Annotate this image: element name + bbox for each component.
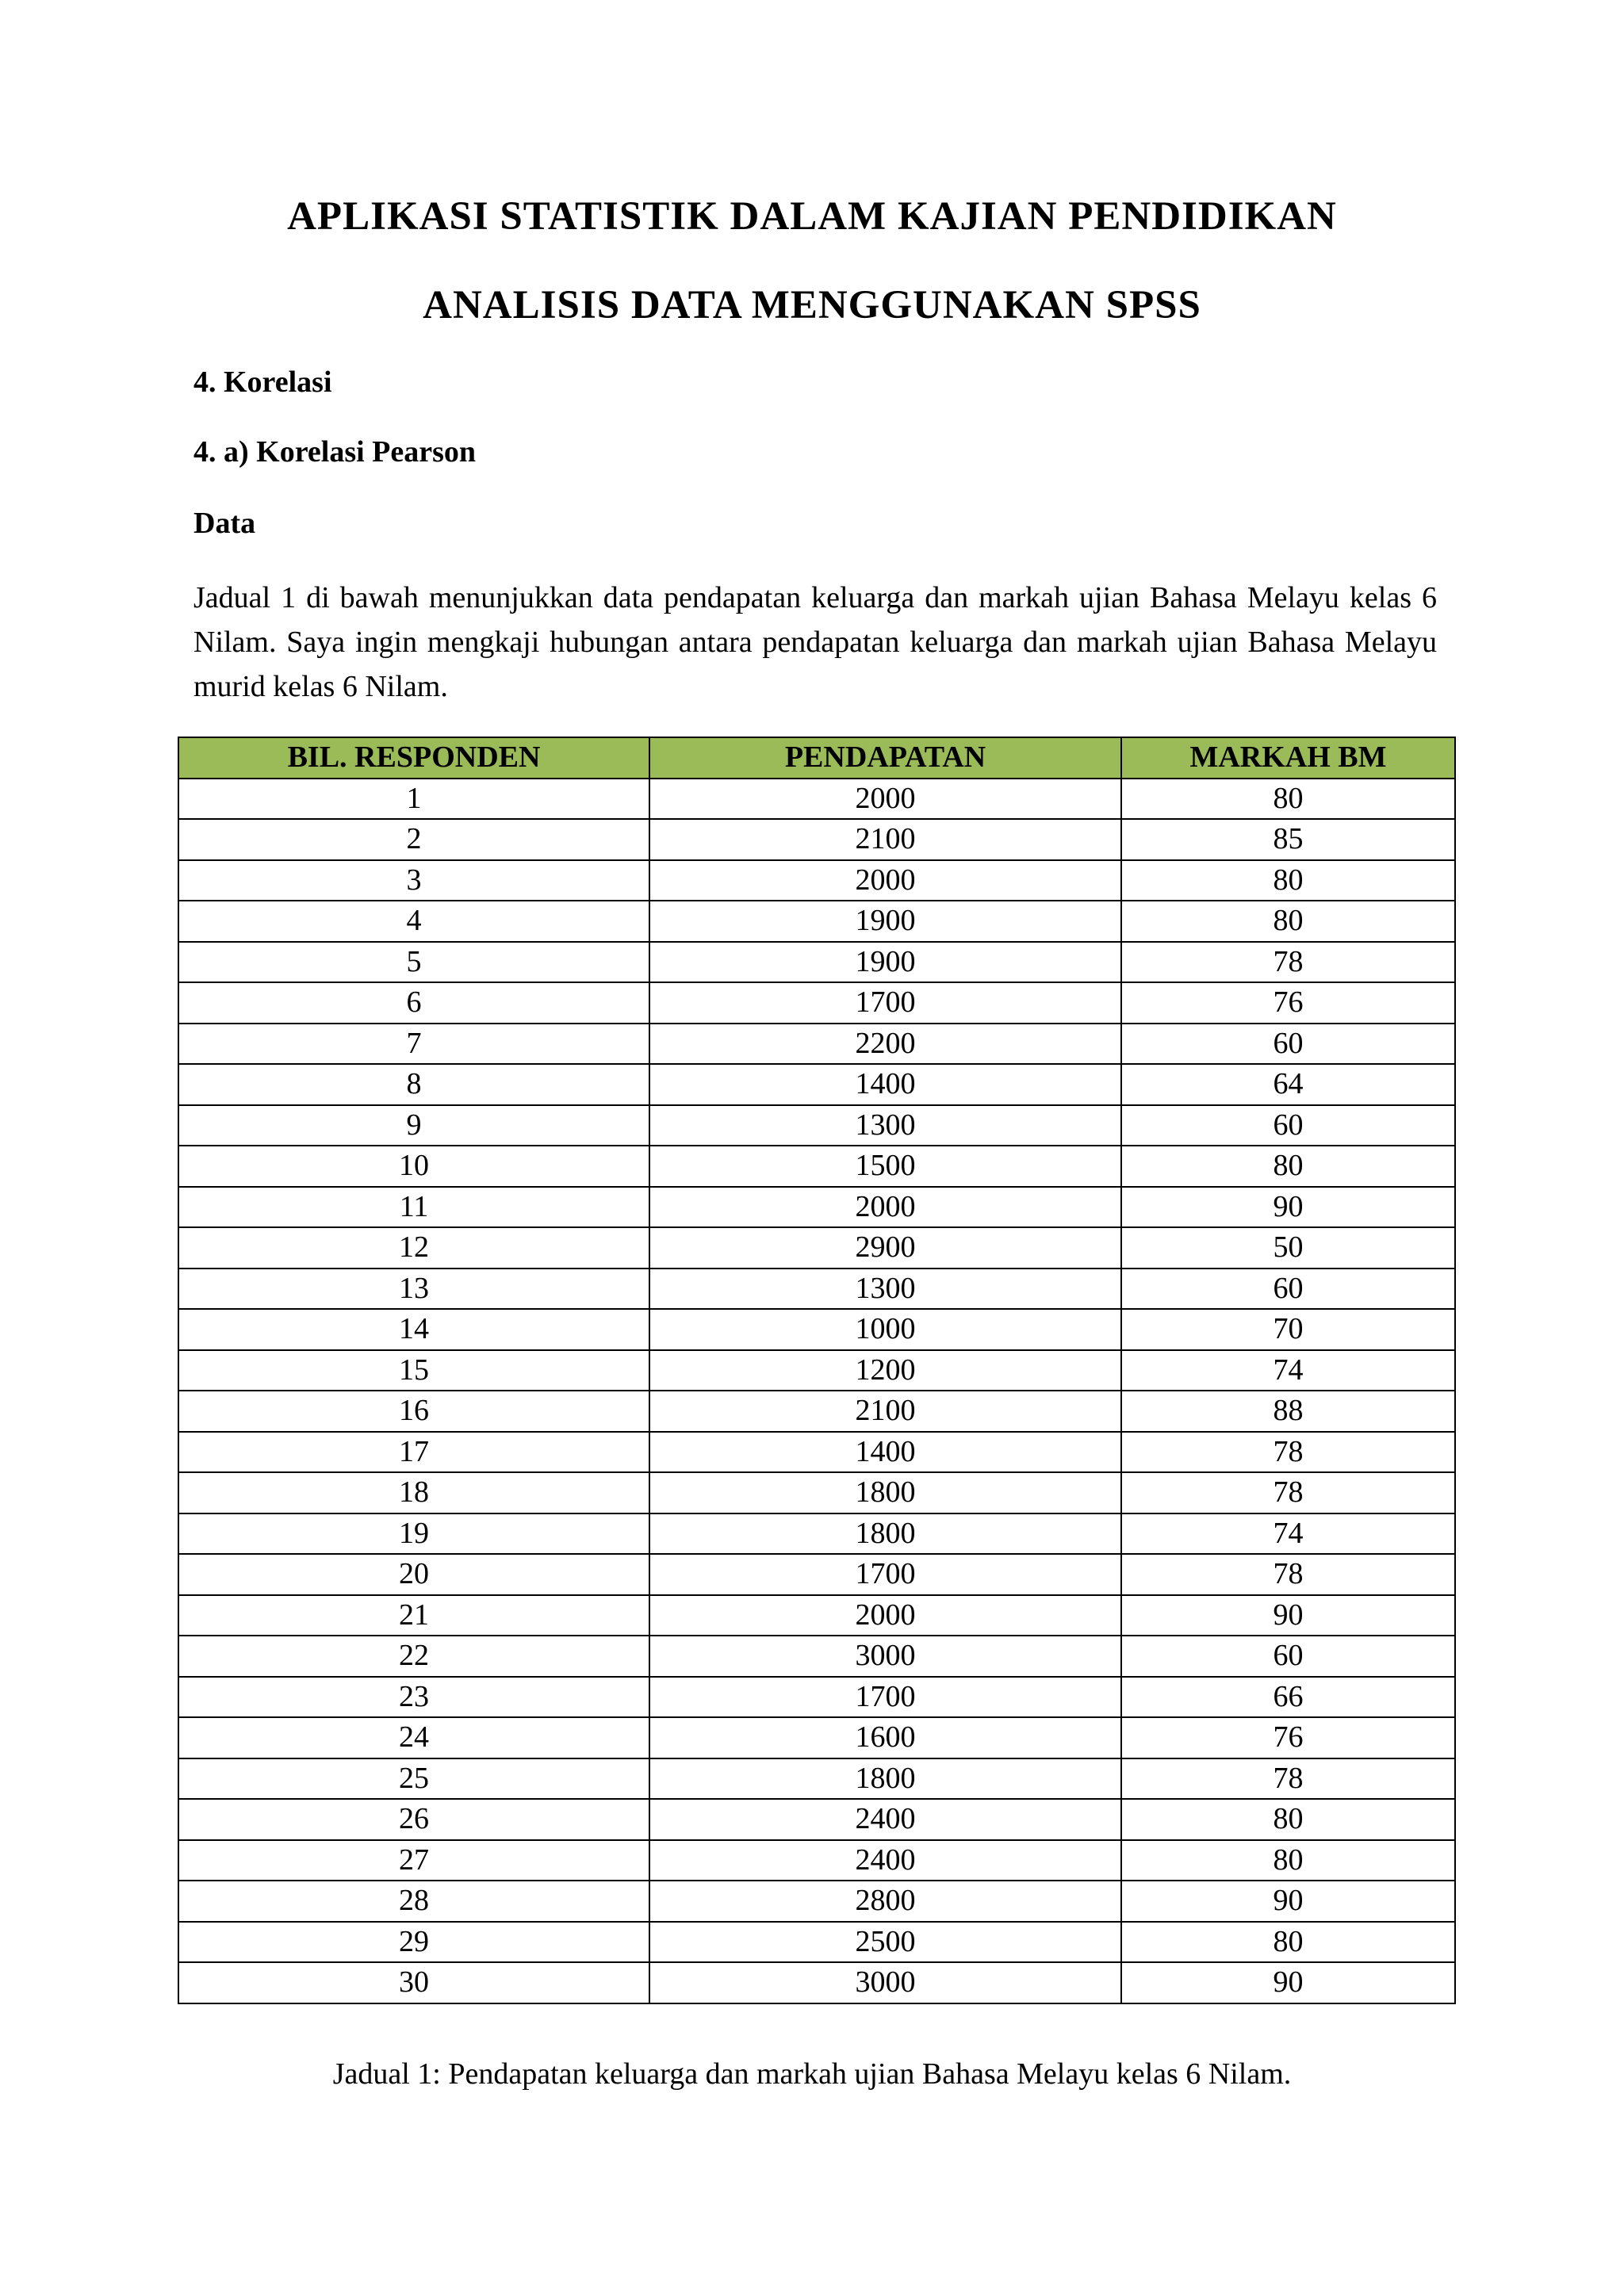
cell-markah: 80 [1121,1922,1455,1963]
table-row [178,1840,1455,1881]
cell-markah: 76 [1121,1717,1455,1758]
cell-markah: 66 [1121,1677,1455,1718]
page-title: APLIKASI STATISTIK DALAM KAJIAN PENDIDIKAN [287,194,1337,239]
table-row [178,1513,1455,1555]
cell-pendapatan: 1600 [649,1717,1121,1758]
cell-pendapatan: 1400 [649,1432,1121,1473]
cell-markah: 64 [1121,1064,1455,1105]
cell-responden: 22 [178,1636,649,1677]
section-heading: 4. Korelasi [193,365,332,399]
cell-pendapatan: 1000 [649,1309,1121,1350]
cell-pendapatan: 2000 [649,779,1121,820]
cell-markah: 80 [1121,860,1455,901]
table-row [178,1922,1455,1963]
table-row [178,982,1455,1024]
cell-pendapatan: 2000 [649,1187,1121,1228]
table-row [178,819,1455,860]
cell-markah: 80 [1121,1799,1455,1840]
table-row [178,1554,1455,1595]
cell-responden: 6 [178,982,649,1024]
cell-markah: 88 [1121,1391,1455,1432]
cell-responden: 10 [178,1146,649,1187]
cell-markah: 90 [1121,1595,1455,1636]
cell-pendapatan: 2200 [649,1024,1121,1065]
table-row [178,1064,1455,1105]
cell-pendapatan: 1800 [649,1758,1121,1800]
cell-responden: 24 [178,1717,649,1758]
table-row [178,1146,1455,1187]
cell-markah: 70 [1121,1309,1455,1350]
table-row [178,1187,1455,1228]
table-row [178,901,1455,942]
cell-pendapatan: 1300 [649,1105,1121,1146]
cell-markah: 80 [1121,779,1455,820]
cell-pendapatan: 1700 [649,1554,1121,1595]
table-row [178,1595,1455,1636]
table-row [178,1636,1455,1677]
intro-paragraph: Jadual 1 di bawah menunjukkan data pendapatan keluarga dan markah ujian Bahasa Melayu kelas 6 Nilam. Saya ingin mengkaji hubungan antara pendapatan keluarga dan markah ujian Bahasa Melayu murid kelas 6 Nilam. [193,581,1437,703]
cell-markah: 60 [1121,1024,1455,1065]
cell-pendapatan: 2400 [649,1840,1121,1881]
cell-responden: 11 [178,1187,649,1228]
cell-responden: 16 [178,1391,649,1432]
cell-pendapatan: 1800 [649,1472,1121,1513]
cell-responden: 14 [178,1309,649,1350]
cell-responden: 2 [178,819,649,860]
cell-pendapatan: 3000 [649,1962,1121,2003]
table-row [178,1309,1455,1350]
cell-responden: 12 [178,1227,649,1269]
cell-pendapatan: 1500 [649,1146,1121,1187]
cell-markah: 76 [1121,982,1455,1024]
cell-markah: 78 [1121,1432,1455,1473]
cell-markah: 60 [1121,1105,1455,1146]
cell-pendapatan: 1900 [649,901,1121,942]
data-table [178,737,1456,2004]
cell-responden: 5 [178,942,649,983]
cell-responden: 1 [178,779,649,820]
cell-markah: 78 [1121,1554,1455,1595]
cell-pendapatan: 1300 [649,1269,1121,1310]
cell-markah: 78 [1121,1758,1455,1800]
table-row [178,860,1455,901]
cell-responden: 18 [178,1472,649,1513]
table-row [178,1227,1455,1269]
table-row [178,779,1455,820]
column-header-markah: MARKAH BM [1121,737,1455,779]
cell-pendapatan: 1200 [649,1350,1121,1391]
cell-responden: 26 [178,1799,649,1840]
cell-responden: 27 [178,1840,649,1881]
cell-responden: 8 [178,1064,649,1105]
cell-markah: 85 [1121,819,1455,860]
cell-responden: 3 [178,860,649,901]
cell-markah: 90 [1121,1881,1455,1922]
cell-markah: 74 [1121,1513,1455,1555]
cell-markah: 78 [1121,1472,1455,1513]
table-row [178,1677,1455,1718]
cell-responden: 7 [178,1024,649,1065]
table-row [178,1391,1455,1432]
table-row [178,1472,1455,1513]
column-header-responden: BIL. RESPONDEN [178,737,649,779]
cell-responden: 29 [178,1922,649,1963]
cell-pendapatan: 1800 [649,1513,1121,1555]
cell-pendapatan: 2400 [649,1799,1121,1840]
cell-pendapatan: 2100 [649,819,1121,860]
table-row [178,1269,1455,1310]
cell-markah: 80 [1121,901,1455,942]
data-heading: Data [193,507,256,540]
cell-pendapatan: 3000 [649,1636,1121,1677]
cell-responden: 19 [178,1513,649,1555]
table-row [178,1432,1455,1473]
cell-markah: 90 [1121,1962,1455,2003]
table-row [178,1105,1455,1146]
cell-markah: 90 [1121,1187,1455,1228]
cell-responden: 9 [178,1105,649,1146]
table-caption: Jadual 1: Pendapatan keluarga dan markah ujian Bahasa Melayu kelas 6 Nilam. [332,2057,1292,2091]
cell-responden: 20 [178,1554,649,1595]
cell-responden: 25 [178,1758,649,1800]
cell-markah: 50 [1121,1227,1455,1269]
cell-markah: 60 [1121,1636,1455,1677]
cell-pendapatan: 2000 [649,860,1121,901]
table-row [178,1024,1455,1065]
table-row [178,1881,1455,1922]
table-row [178,1350,1455,1391]
table-row [178,942,1455,983]
cell-pendapatan: 1900 [649,942,1121,983]
cell-responden: 30 [178,1962,649,2003]
table-row [178,1717,1455,1758]
cell-pendapatan: 1400 [649,1064,1121,1105]
subsection-heading: 4. a) Korelasi Pearson [193,435,477,469]
cell-responden: 21 [178,1595,649,1636]
cell-responden: 28 [178,1881,649,1922]
cell-markah: 60 [1121,1269,1455,1310]
cell-markah: 78 [1121,942,1455,983]
column-header-pendapatan: PENDAPATAN [649,737,1121,779]
cell-pendapatan: 2500 [649,1922,1121,1963]
table-header-row [178,737,1455,779]
table-row [178,1799,1455,1840]
table-body [178,779,1455,2003]
cell-responden: 4 [178,901,649,942]
cell-pendapatan: 2100 [649,1391,1121,1432]
cell-markah: 80 [1121,1840,1455,1881]
cell-responden: 13 [178,1269,649,1310]
cell-pendapatan: 2800 [649,1881,1121,1922]
cell-pendapatan: 2900 [649,1227,1121,1269]
cell-responden: 15 [178,1350,649,1391]
cell-responden: 23 [178,1677,649,1718]
cell-responden: 17 [178,1432,649,1473]
cell-pendapatan: 1700 [649,1677,1121,1718]
table-row [178,1758,1455,1800]
cell-markah: 80 [1121,1146,1455,1187]
table-row [178,1962,1455,2003]
page-subtitle: ANALISIS DATA MENGGUNAKAN SPSS [423,283,1201,327]
cell-pendapatan: 2000 [649,1595,1121,1636]
cell-markah: 74 [1121,1350,1455,1391]
cell-pendapatan: 1700 [649,982,1121,1024]
